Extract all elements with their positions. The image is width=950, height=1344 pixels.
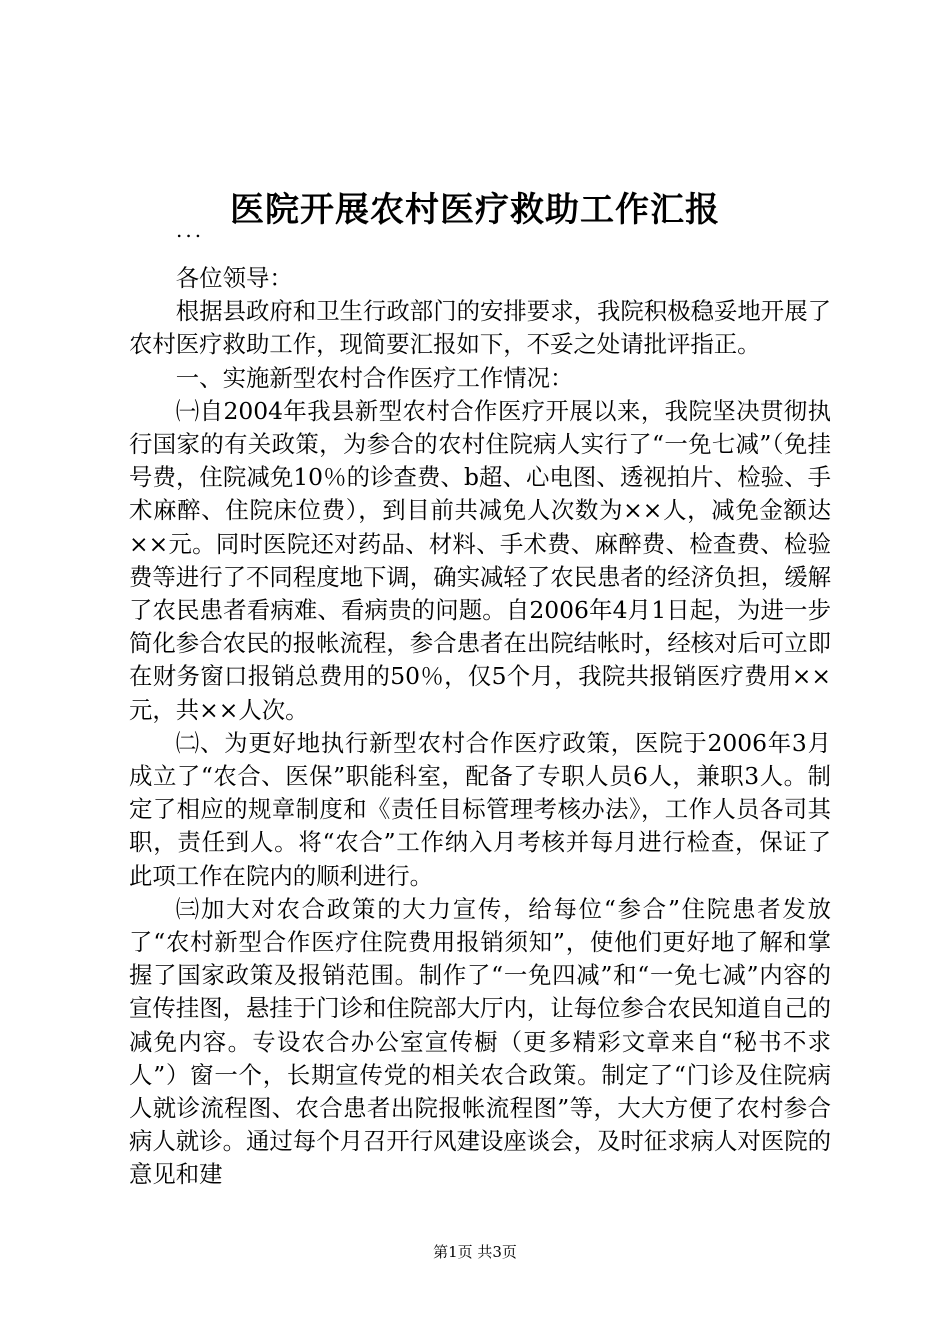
body-paragraph-1: ㈠自2004年我县新型农村合作医疗开展以来，我院坚决贯彻执行国家的有关政策，为参合的农村住院病人实行了“一免七减”（免挂号费，住院减免10％的诊查费、b超、心电图、透视拍片、检验、手术麻醉、住院床位费），到目前共减免人次数为××人，减免金额达××元。同时医院还对药品、材料、手术费、麻醉费、检查费、检验费等进行了不同程度地下调，确实减轻了农民患者的经济负担，缓解了农民患者看病难、看病贵的问题。自2006年4月1日起，为进一步简化参合农民的报帐流程，参合患者在出院结帐时，经核对后可立即在财务窗口报销总费用的50％，仅5个月，我院共报销医疗费用××元，共××人次。 — [129, 396, 831, 724]
salutation-paragraph: 各位领导： — [175, 264, 293, 292]
section-heading-1: 一、实施新型农村合作医疗工作情况： — [175, 363, 574, 392]
body-paragraph-3: ㈢加大对农合政策的大力宣传，给每位“参合”住院患者发放了“农村新型合作医疗住院费用报销须知”，使他们更好地了解和掌握了国家政策及报销范围。制作了“一免四减”和“一免七减”内容的宣传挂图，悬挂于门诊和住院部大厅内，让每位参合农民知道自己的减免内容。专设农合办公室宣传橱（更多精彩文章来自“秘书不求人”）窗一个，长期宣传党的相关农合政策。制定了“门诊及住院病人就诊流程图、农合患者出院报帐流程图”等，大大方便了农村参合病人就诊。通过每个月召开行风建设座谈会，及时征求病人对医院的意见和建 — [129, 894, 831, 1189]
page-number-footer: 第1页 共3页 — [433, 1243, 517, 1261]
body-paragraph-2: ㈡、为更好地执行新型农村合作医疗政策，医院于2006年3月成立了“农合、医保”职能科室，配备了专职人员6人，兼职3人。制定了相应的规章制度和《责任目标管理考核办法》，工作人员各司其职，责任到人。将“农合”工作纳入月考核并每月进行检查，保证了此项工作在院内的顺利进行。 — [129, 728, 831, 890]
ellipsis-mark: ... — [176, 218, 205, 242]
document-body — [129, 262, 831, 1192]
intro-paragraph: 根据县政府和卫生行政部门的安排要求，我院积极稳妥地开展了农村医疗救助工作，现简要汇报如下，不妥之处请批评指正。 — [129, 297, 831, 359]
document-title: 医院开展农村医疗救助工作汇报 — [230, 190, 720, 230]
